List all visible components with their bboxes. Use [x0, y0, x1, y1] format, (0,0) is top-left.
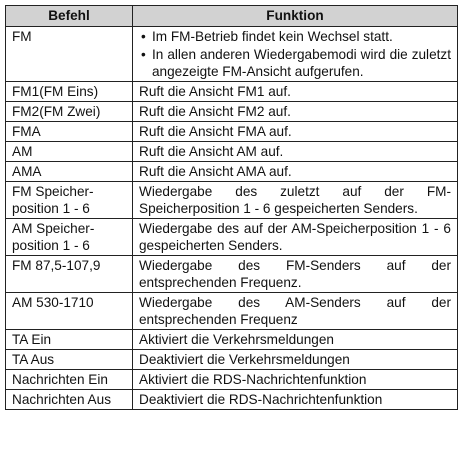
bullet-text: Im FM-Betrieb findet kein Wechsel statt. [152, 29, 393, 44]
function-cell: Wiedergabe des AM-Senders auf der entsprechenden Frequenz [133, 293, 458, 330]
command-cell: FM Speicher-position 1 - 6 [6, 182, 133, 219]
function-cell: Ruft die Ansicht FMA auf. [133, 122, 458, 142]
command-cell: AM Speicher-position 1 - 6 [6, 219, 133, 256]
table-row [6, 142, 458, 162]
list-item [139, 28, 451, 45]
table-row [6, 293, 458, 330]
command-cell: FM1(FM Eins) [6, 82, 133, 102]
command-cell: FM 87,5-107,9 [6, 256, 133, 293]
command-table [5, 5, 458, 410]
function-cell: Wiedergabe des zuletzt auf der FM-Speicherposition 1 - 6 gespeicherten Senders. [133, 182, 458, 219]
bullet-list [139, 28, 451, 80]
table-header-row [6, 6, 458, 27]
table-row [6, 162, 458, 182]
column-header-command: Befehl [6, 6, 133, 27]
table-row [6, 370, 458, 390]
function-cell: Wiedergabe des auf der AM-Speicherposition 1 - 6 gespeicherten Senders. [133, 219, 458, 256]
table-row [6, 102, 458, 122]
table-row [6, 219, 458, 256]
table-row [6, 82, 458, 102]
table-row [6, 256, 458, 293]
command-cell: AMA [6, 162, 133, 182]
table-row [6, 390, 458, 410]
command-cell: AM [6, 142, 133, 162]
function-cell: Ruft die Ansicht FM1 auf. [133, 82, 458, 102]
command-cell: FM [6, 27, 133, 82]
function-cell: Wiedergabe des FM-Senders auf der entsprechenden Frequenz. [133, 256, 458, 293]
table-row [6, 330, 458, 350]
bullet-icon: • [141, 47, 146, 62]
command-cell: FM2(FM Zwei) [6, 102, 133, 122]
function-cell: Ruft die Ansicht AM auf. [133, 142, 458, 162]
function-cell: Deaktiviert die RDS-Nachrichtenfunktion [133, 390, 458, 410]
table-row [6, 350, 458, 370]
list-item [139, 46, 451, 80]
command-cell: TA Ein [6, 330, 133, 350]
command-cell: TA Aus [6, 350, 133, 370]
command-cell: FMA [6, 122, 133, 142]
function-cell: Ruft die Ansicht FM2 auf. [133, 102, 458, 122]
function-cell: Aktiviert die Verkehrsmeldungen [133, 330, 458, 350]
function-cell [133, 27, 458, 82]
command-cell: Nachrichten Aus [6, 390, 133, 410]
function-cell: Aktiviert die RDS-Nachrichtenfunktion [133, 370, 458, 390]
column-header-function: Funktion [133, 6, 458, 27]
bullet-icon: • [141, 29, 146, 44]
table-row [6, 27, 458, 82]
table-row [6, 182, 458, 219]
command-cell: Nachrichten Ein [6, 370, 133, 390]
function-cell: Deaktiviert die Verkehrsmeldungen [133, 350, 458, 370]
command-cell: AM 530-1710 [6, 293, 133, 330]
function-cell: Ruft die Ansicht AMA auf. [133, 162, 458, 182]
table-row [6, 122, 458, 142]
bullet-text: In allen anderen Wiedergabemodi wird die zuletzt angezeigte FM-Ansicht aufgerufen. [152, 47, 451, 79]
